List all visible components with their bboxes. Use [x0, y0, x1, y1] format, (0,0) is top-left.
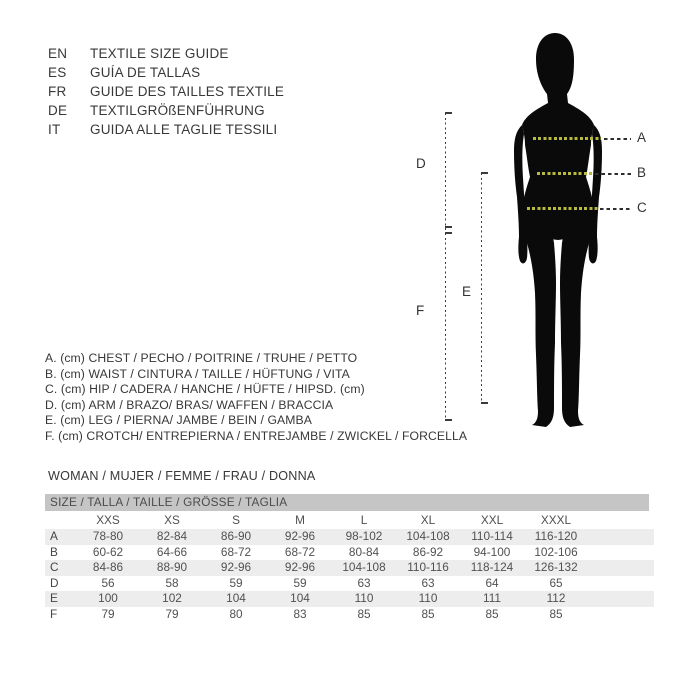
- size-filler-cell: [588, 576, 654, 592]
- arm-line-top-tick: [445, 112, 452, 114]
- waist-measure-line: [537, 172, 592, 175]
- leg-line-bottom-tick: [481, 402, 488, 404]
- size-row-label: C: [50, 560, 59, 574]
- language-label: GUIDA ALLE TAGLIE TESSILI: [90, 122, 278, 137]
- measure-label-leg: E: [462, 284, 472, 299]
- size-cell: 126-132: [534, 560, 578, 574]
- size-filler-cell: [588, 607, 654, 623]
- size-cell: 104-108: [406, 529, 450, 543]
- size-row-label: E: [50, 591, 58, 605]
- size-filler-cell: [588, 545, 654, 561]
- size-column-header: XL: [420, 513, 436, 527]
- size-column-header: XXL: [480, 513, 504, 527]
- chest-leader-line: [604, 138, 631, 140]
- size-column-header: XXS: [96, 513, 120, 527]
- size-filler-cell: [588, 591, 654, 607]
- size-cell: 64-66: [156, 544, 188, 559]
- size-cell: 92-96: [284, 529, 316, 543]
- size-filler-cell: [588, 511, 654, 529]
- language-code: IT: [48, 122, 61, 137]
- size-cell: 80: [229, 606, 243, 621]
- size-cell: 118-124: [470, 560, 514, 574]
- legend-item: C. (cm) HIP / CADERA / HANCHE / HÜFTE / HIPSD. (cm): [45, 382, 365, 397]
- size-cell: 104: [226, 591, 246, 605]
- size-column-header: M: [295, 513, 305, 527]
- size-cell: 94-100: [473, 544, 511, 559]
- size-cell: 83: [293, 606, 307, 621]
- size-table-row: [45, 591, 654, 607]
- size-row-label: A: [50, 529, 58, 543]
- size-cell: 65: [549, 575, 563, 590]
- size-cell: 84-86: [92, 560, 124, 574]
- size-table-row: [45, 607, 654, 623]
- size-row-label: F: [50, 606, 58, 621]
- leg-line-top-tick: [481, 172, 488, 174]
- measure-label-chest: A: [637, 130, 647, 145]
- size-heading-band: SIZE / TALLA / TAILLE / GRÖSSE / TAGLIA: [45, 494, 649, 511]
- legend-item: F. (cm) CROTCH/ ENTREPIERNA / ENTREJAMBE / ZWICKEL / FORCELLA: [45, 428, 468, 443]
- language-code: EN: [48, 46, 68, 61]
- hip-leader-line: [600, 208, 631, 210]
- gender-heading: WOMAN / MUJER / FEMME / FRAU / DONNA: [48, 469, 316, 483]
- language-row: [48, 82, 284, 101]
- size-table-row: [45, 560, 654, 576]
- size-cell: 92-96: [220, 560, 252, 574]
- language-code: FR: [48, 84, 67, 99]
- size-corner-cell: [45, 511, 76, 529]
- language-code: ES: [48, 65, 67, 80]
- size-cell: 100: [98, 591, 118, 605]
- size-column-header: L: [360, 513, 368, 527]
- crotch-line-top-tick: [445, 232, 452, 234]
- size-cell: 104: [290, 591, 310, 605]
- legend-item: A. (cm) CHEST / PECHO / POITRINE / TRUHE / PETTO: [45, 351, 358, 365]
- size-cell: 102: [162, 591, 182, 605]
- size-cell: 64: [485, 575, 499, 590]
- size-cell: 59: [293, 575, 307, 590]
- leg-measure-line: [481, 173, 483, 404]
- arm-line-bottom-tick: [445, 226, 452, 228]
- size-cell: 58: [165, 575, 179, 590]
- size-cell: 82-84: [156, 529, 188, 543]
- size-cell: 56: [101, 575, 115, 590]
- size-cell: 104-108: [342, 560, 386, 574]
- size-cell: 98-102: [345, 529, 383, 543]
- size-cell: 110-116: [407, 560, 449, 574]
- language-row: [48, 101, 284, 120]
- language-code: DE: [48, 103, 68, 118]
- language-label: TEXTILE SIZE GUIDE: [90, 46, 229, 61]
- size-cell: 63: [357, 575, 371, 590]
- measure-label-hip: C: [637, 200, 647, 215]
- measure-label-crotch: F: [416, 303, 425, 318]
- size-column-header: XS: [164, 513, 180, 527]
- size-row-label: B: [50, 544, 58, 559]
- language-title-block: [48, 44, 284, 139]
- measure-label-arm: D: [416, 156, 426, 171]
- size-filler-cell: [588, 529, 654, 545]
- size-cell: 110-114: [471, 529, 513, 543]
- woman-silhouette-image: [508, 33, 608, 428]
- size-cell: 78-80: [92, 529, 124, 543]
- size-cell: 116-120: [534, 529, 578, 543]
- size-cell: 110: [354, 591, 374, 605]
- size-row-label: D: [50, 575, 59, 590]
- size-cell: 86-90: [220, 529, 252, 543]
- measurement-legend: [45, 351, 467, 445]
- size-cell: 86-92: [412, 544, 444, 559]
- chest-measure-line: [533, 137, 601, 140]
- legend-item: D. (cm) ARM / BRAZO/ BRAS/ WAFFEN / BRACCIA: [45, 397, 334, 412]
- hip-measure-line: [527, 207, 598, 210]
- size-cell: 85: [485, 606, 499, 621]
- size-cell: 68-72: [220, 544, 252, 559]
- size-cell: 85: [421, 606, 435, 621]
- language-row: [48, 63, 284, 82]
- size-cell: 110: [418, 591, 438, 605]
- size-cell: 85: [549, 606, 563, 621]
- size-cell: 68-72: [284, 544, 316, 559]
- size-column-header: S: [232, 513, 240, 527]
- size-table-row: [45, 529, 654, 545]
- language-label: GUÍA DE TALLAS: [90, 65, 201, 80]
- size-cell: 111: [483, 591, 501, 605]
- language-row: [48, 120, 284, 139]
- size-cell: 80-84: [348, 544, 380, 559]
- size-cell: 112: [546, 591, 566, 605]
- size-table-row: [45, 576, 654, 592]
- measure-label-waist: B: [637, 165, 647, 180]
- size-cell: 88-90: [156, 560, 188, 574]
- size-cell: 79: [101, 606, 115, 621]
- size-column-header: XXXL: [540, 513, 572, 527]
- language-row: [48, 44, 284, 63]
- size-table-row: [45, 545, 654, 561]
- waist-leader-line: [595, 173, 631, 175]
- size-table: [45, 511, 654, 622]
- legend-item: E. (cm) LEG / PIERNA/ JAMBE / BEIN / GAMBA: [45, 413, 312, 428]
- size-cell: 60-62: [92, 544, 124, 559]
- size-cell: 102-106: [534, 544, 578, 559]
- language-label: TEXTILGRÖßENFÜHRUNG: [90, 103, 265, 118]
- size-cell: 85: [357, 606, 371, 621]
- size-cell: 59: [229, 575, 243, 590]
- size-table-header-row: [45, 511, 654, 529]
- size-cell: 92-96: [284, 560, 316, 574]
- language-label: GUIDE DES TAILLES TEXTILE: [90, 84, 285, 99]
- size-filler-cell: [588, 560, 654, 576]
- size-cell: 79: [165, 606, 179, 621]
- size-cell: 63: [421, 575, 435, 590]
- legend-item: B. (cm) WAIST / CINTURA / TAILLE / HÜFTUNG / VITA: [45, 366, 350, 381]
